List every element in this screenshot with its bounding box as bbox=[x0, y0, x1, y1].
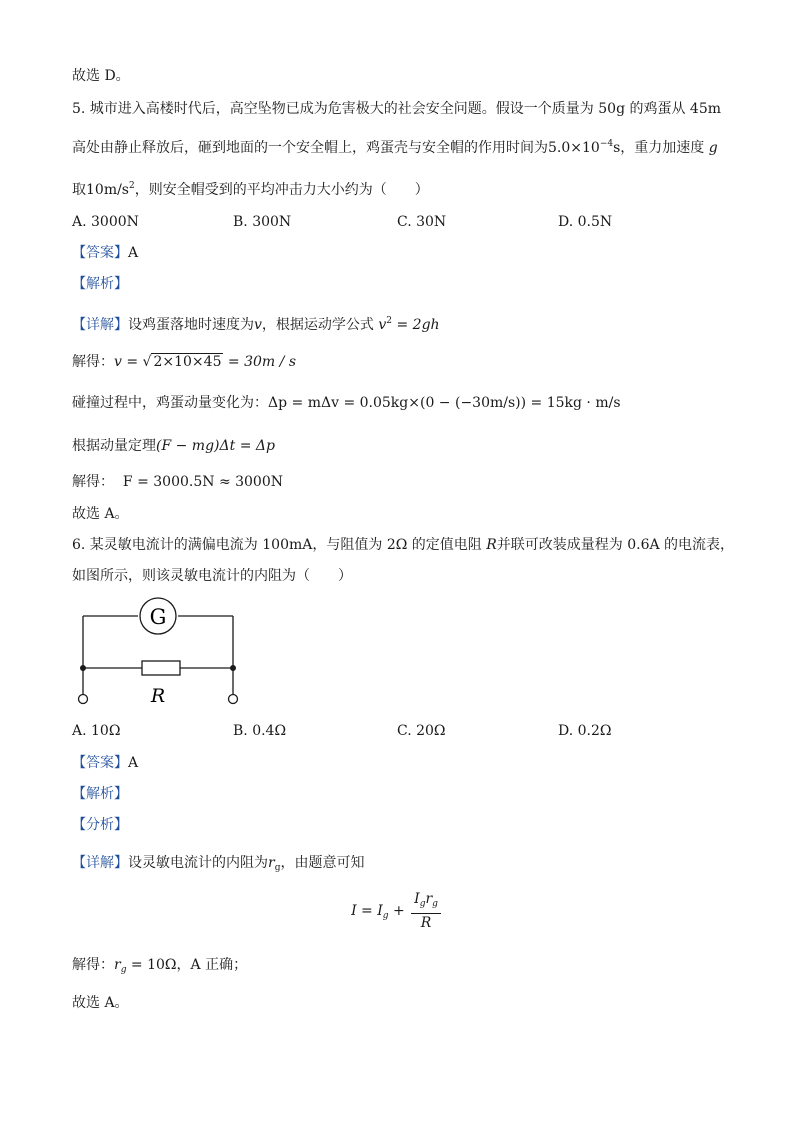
q5-stem-line-3: 取$10m/s^2$，则安全帽受到的平均冲击力大小约为（ ） bbox=[72, 181, 429, 198]
junction-right bbox=[230, 665, 236, 671]
q5-theorem: 根据动量定理(F − mg)Δt = Δp bbox=[72, 438, 275, 454]
q6-fenxi-tag: 【分析】 bbox=[72, 817, 128, 833]
terminal-left bbox=[79, 695, 88, 704]
q5-stem-line-2: 高处由静止释放后，砸到地面的一个安全帽上，鸡蛋壳与安全帽的作用时间为$5.0\times 10^{-4}s$，重力加速度 g bbox=[72, 139, 718, 156]
q5-analysis-tag: 【解析】 bbox=[72, 276, 128, 292]
q6-option-a: A. 10Ω bbox=[72, 723, 121, 739]
junction-left bbox=[80, 665, 86, 671]
circuit-diagram bbox=[72, 596, 252, 706]
q5-answer: 【答案】A bbox=[72, 245, 139, 261]
q5-conclusion: 故选 A。 bbox=[72, 506, 129, 522]
q5-solve-f: 解得： F = 3000.5N ≈ 3000N bbox=[72, 474, 283, 490]
q5-stem-line-1: 5. 城市进入高楼时代后，高空坠物已成为危害极大的社会安全问题。假设一个质量为 50g 的鸡蛋从 45m bbox=[72, 101, 722, 117]
fraction: $\frac{I_gr_g}{R}$ bbox=[411, 890, 441, 932]
q6-stem-line-1: 6. 某灵敏电流计的满偏电流为 100mA，与阻值为 2Ω 的定值电阻 R并联可改装成量程为 0.6A 的电流表， bbox=[72, 537, 735, 553]
q5-momentum-change: 碰撞过程中，鸡蛋动量变化为：Δp = mΔv = 0.05kg×(0 − (−30m/s)) = 15kg · m/s bbox=[72, 395, 621, 411]
galvanometer-label: G bbox=[149, 605, 167, 629]
prev-conclusion: 故选 D。 bbox=[72, 68, 130, 84]
q5-detail: 【详解】设鸡蛋落地时速度为v，根据运动学公式 $v^2 = 2gh$ bbox=[72, 316, 440, 333]
q5-option-d: D. 0.5N bbox=[558, 214, 613, 230]
resistor-symbol bbox=[142, 661, 180, 675]
q6-stem-line-2: 如图所示，则该灵敏电流计的内阻为（ ） bbox=[72, 568, 352, 584]
q5-option-c: C. 30N bbox=[397, 214, 447, 230]
q6-option-b: B. 0.4Ω bbox=[233, 723, 287, 739]
q6-option-c: C. 20Ω bbox=[397, 723, 446, 739]
q6-equation: $I = I_g$ + $\frac{I_gr_g}{R}$ bbox=[0, 890, 794, 932]
q6-analysis-tag: 【解析】 bbox=[72, 786, 128, 802]
q5-option-b: B. 300N bbox=[233, 214, 292, 230]
q6-answer: 【答案】A bbox=[72, 755, 139, 771]
terminal-right bbox=[229, 695, 238, 704]
q6-solve: 解得：$r_g = 10\Omega$，A 正确； bbox=[72, 957, 248, 975]
q6-conclusion: 故选 A。 bbox=[72, 995, 129, 1011]
q6-option-d: D. 0.2Ω bbox=[558, 723, 612, 739]
q5-option-a: A. 3000N bbox=[72, 214, 139, 230]
q6-detail: 【详解】设灵敏电流计的内阻为$r_g$，由题意可知 bbox=[72, 855, 365, 873]
resistor-label: R bbox=[150, 685, 166, 706]
q5-solve-v: 解得：v = √ 2×10×45 = 30m / s bbox=[72, 354, 297, 370]
